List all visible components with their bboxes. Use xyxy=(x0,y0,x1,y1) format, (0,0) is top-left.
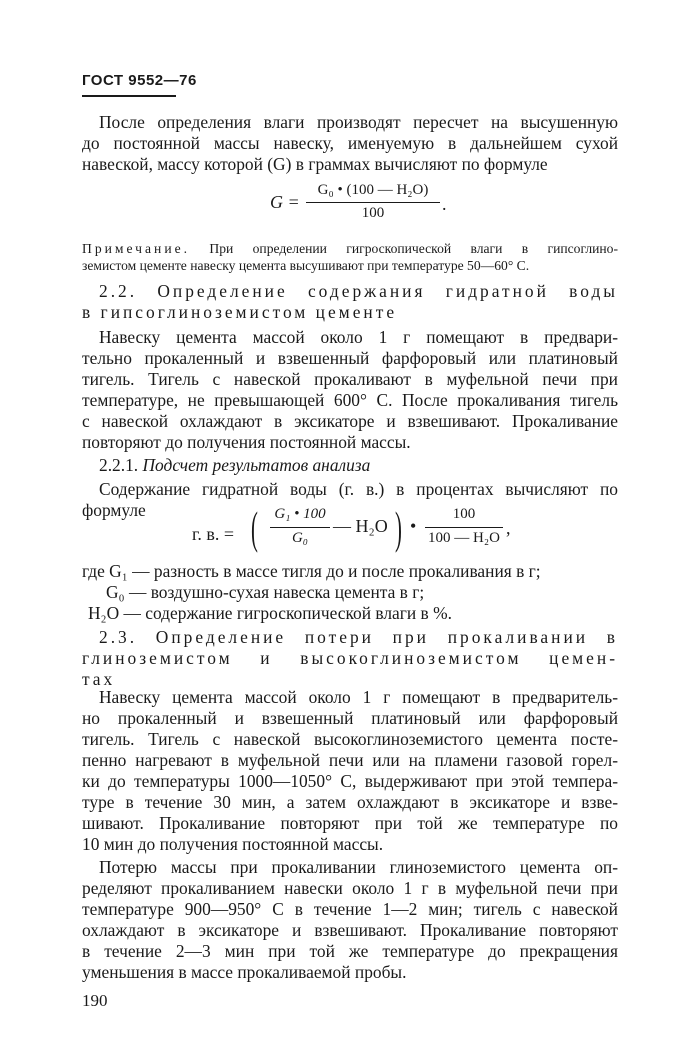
paragraph-4-line-6: туре в течение 30 мин, а затем охлаждают в эксикаторе и взве- xyxy=(82,792,618,812)
running-header: ГОСТ 9552—76 xyxy=(82,72,197,89)
section-2-2-heading-line-2: в гипсоглиноземистом цементе xyxy=(82,302,398,322)
page-number: 190 xyxy=(82,991,108,1010)
paragraph-2-line-1: Навеску цемента массой около 1 г помещают в предвари- xyxy=(99,327,618,347)
note-label: Примечание. xyxy=(82,241,191,256)
formula-2-fraction-bar-1 xyxy=(270,527,330,528)
paragraph-4-line-4: пенно нагревают в муфельной печи или на пламени газовой горел- xyxy=(82,750,618,770)
paragraph-5-line-5: в течение 2—3 мин при той же температуре до прекращения xyxy=(82,941,618,961)
subsection-2-2-1-number: 2.2.1. xyxy=(99,455,139,475)
paragraph-2-line-2: тельно прокаленный и взвешенный фарфоровый или платиновый xyxy=(82,348,618,368)
paragraph-2-line-3: тигель. Тигель с навеской прокаливают в муфельной печи при xyxy=(82,369,618,389)
paragraph-4-line-3: тигель. Тигель с навеской высокоглиноземистого цемента посте- xyxy=(82,729,618,749)
section-2-3-heading-line-2: глиноземистом и высокоглиноземистом цемен- xyxy=(82,648,618,668)
paragraph-4-line-1: Навеску цемента массой около 1 г помещают в предваритель- xyxy=(99,687,618,707)
formula-1-period: . xyxy=(442,194,447,214)
definition-g1: где G₁ — разность в массе тигля до и после прокаливания в г; xyxy=(82,561,541,581)
paragraph-5-line-2: ределяют прокаливанием навески около 1 г в муфельной печи при xyxy=(82,878,618,898)
formula-2-denominator-2: 100 — H₂O xyxy=(428,530,500,546)
formula-1-denominator: 100 xyxy=(361,205,385,221)
formula-1-numerator: G₀ • (100 — H₂O) xyxy=(317,182,429,198)
paragraph-5-line-6: уменьшения в массе прокаливаемой пробы. xyxy=(82,962,407,982)
subsection-2-2-1-heading xyxy=(99,455,618,475)
note-line-2: земистом цементе навеску цемента высушивают при температуре 50—60° С. xyxy=(82,258,530,273)
paragraph-2-line-4: температуре, не превышающей 600° С. После прокаливания тигель xyxy=(82,390,618,410)
definition-g0: G₀ — воздушно-сухая навеска цемента в г; xyxy=(106,582,425,602)
section-2-2-heading-line-1: 2.2. Определение содержания гидратной воды xyxy=(99,281,618,301)
formula-2-fraction-bar-2 xyxy=(425,527,503,528)
paragraph-5-line-3: температуре 900—950° С в течение 1—2 мин; тигель с навеской xyxy=(82,899,618,919)
paragraph-2-line-5: с навеской охлаждают в эксикаторе и взвешивают. Прокаливание xyxy=(82,411,618,431)
paragraph-1-line-2: до постоянной массы навеску, именуемую в дальнейшем сухой xyxy=(82,133,618,153)
formula-2-lhs: г. в. = xyxy=(192,524,235,544)
formula-2-dot: • xyxy=(410,516,417,536)
paragraph-2-line-6: повторяют до получения постоянной массы. xyxy=(82,432,411,452)
paragraph-3-line-2: формуле xyxy=(82,500,146,520)
formula-2-denominator-1: G₀ xyxy=(291,530,309,546)
paragraph-4-line-5: ки до температуры 1000—1050° С, выдерживают при этой темпера- xyxy=(82,771,618,791)
note-line-1 xyxy=(82,241,618,257)
paragraph-1-line-1: После определения влаги производят пересчет на высушенную xyxy=(99,112,618,132)
formula-2-right-paren: ) xyxy=(395,502,402,553)
paragraph-1-line-3: навеской, массу которой (G) в граммах вычисляют по формуле xyxy=(82,154,548,174)
section-2-3-heading-line-3: тах xyxy=(82,669,116,689)
paragraph-5-line-1: Потерю массы при прокаливании глиноземистого цемента оп- xyxy=(99,857,618,877)
paragraph-4-line-8: 10 мин до получения постоянной массы. xyxy=(82,834,384,854)
formula-2-minus-water: — H₂O xyxy=(333,516,388,536)
subsection-2-2-1-title: Подсчет результатов анализа xyxy=(142,455,371,475)
formula-2-numerator-2: 100 xyxy=(452,506,476,522)
formula-2-numerator-1: G₁ • 100 xyxy=(274,506,326,522)
note-text-1: При определении гигроскопической влаги в гипсоглино- xyxy=(209,241,618,256)
paragraph-4-line-7: шивают. Прокаливание повторяют при той же температуре по xyxy=(82,813,618,833)
formula-1-lhs: G = xyxy=(270,192,300,212)
formula-2-left-paren: ( xyxy=(251,502,258,553)
definition-h2o: H₂O — содержание гигроскопической влаги в %. xyxy=(88,603,452,623)
formula-2-comma: , xyxy=(506,518,511,538)
formula-1-fraction-bar xyxy=(306,202,440,203)
paragraph-4-line-2: но прокаленный и взвешенный платиновый или фарфоровый xyxy=(82,708,618,728)
section-2-3-heading-line-1: 2.3. Определение потери при прокаливании в xyxy=(99,627,618,647)
paragraph-5-line-4: охлаждают в эксикаторе и взвешивают. Прокаливание повторяют xyxy=(82,920,618,940)
paragraph-3-line-1: Содержание гидратной воды (г. в.) в процентах вычисляют по xyxy=(99,479,618,499)
header-rule xyxy=(82,95,176,97)
